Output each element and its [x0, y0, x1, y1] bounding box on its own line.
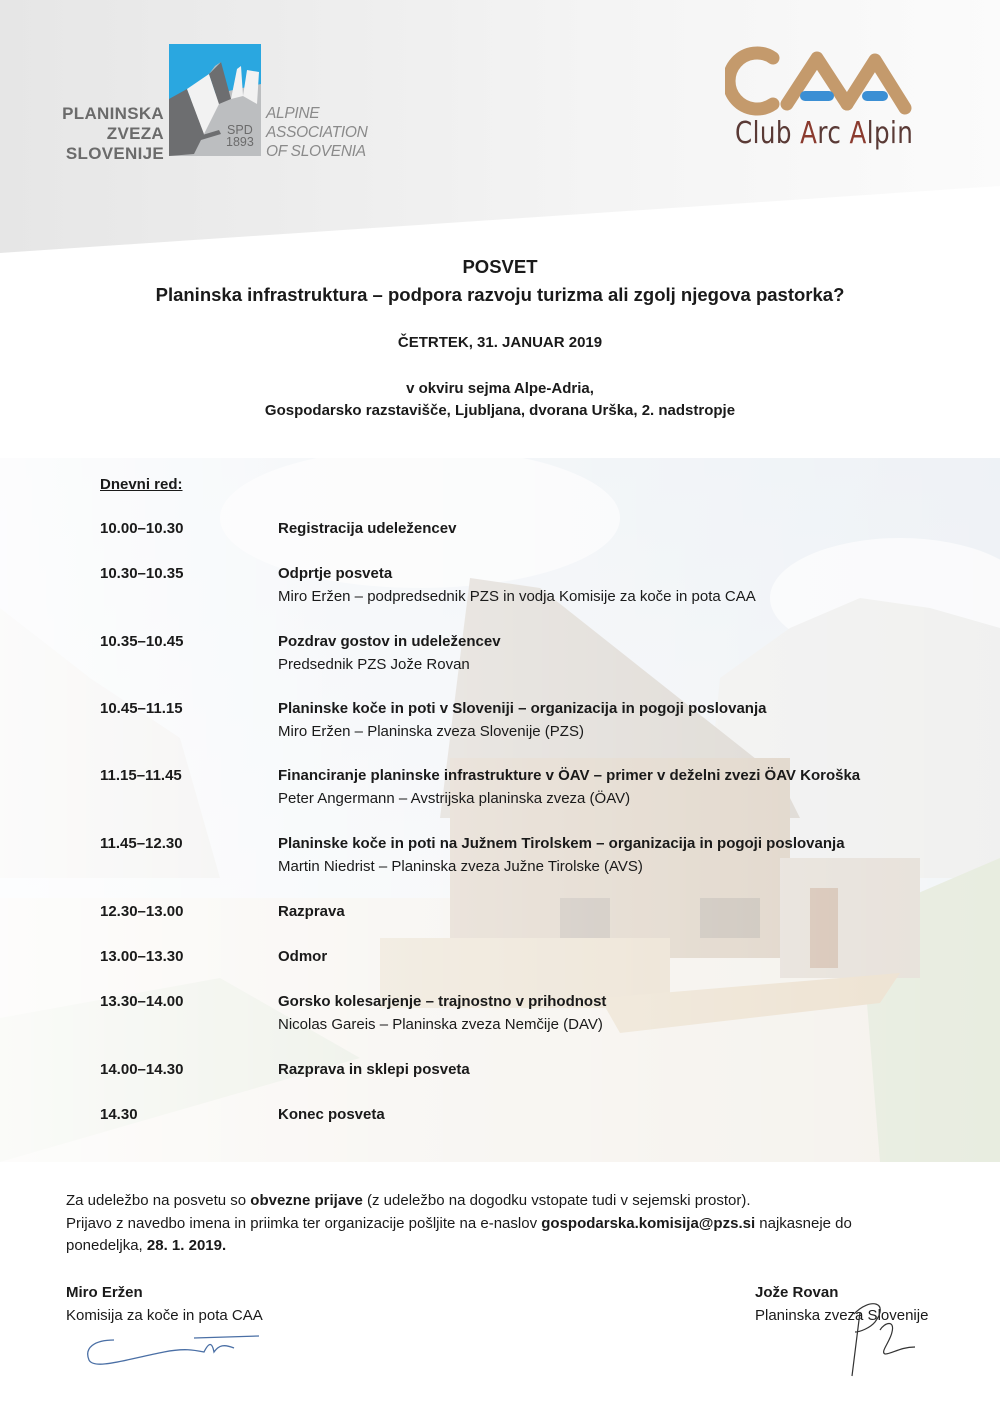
- caa-name-part: A: [800, 116, 818, 151]
- agenda-speaker: Martin Niedrist – Planinska zveza Južne Tirolske (AVS): [278, 857, 643, 875]
- caa-logo-name: [735, 116, 913, 151]
- mandatory-registration: obvezne prijave: [250, 1192, 363, 1209]
- signatory-name: Jože Rovan: [755, 1284, 839, 1301]
- text: (z udeležbo na dogodku vstopate tudi v sejemski prostor).: [362, 1192, 751, 1209]
- agenda-title: Razprava: [278, 903, 345, 920]
- event-location-line1: v okviru sejma Alpe-Adria,: [406, 380, 594, 397]
- caa-monogram-icon: [725, 46, 915, 116]
- pzs-spd-badge: [226, 124, 254, 148]
- agenda-time: 12.30–13.00: [100, 903, 184, 920]
- registration-line1: [66, 1190, 946, 1213]
- agenda-time: 11.45–12.30: [100, 835, 183, 852]
- agenda-title: Odprtje posveta: [278, 565, 393, 582]
- pzs-eng-line: OF SLOVENIA: [266, 143, 366, 160]
- registration-note: [66, 1190, 946, 1258]
- spd-text: SPD: [227, 123, 253, 137]
- event-location-line2: Gospodarsko razstavišče, Ljubljana, dvorana Urška, 2. nadstropje: [264, 402, 736, 419]
- agenda-speaker: Predsednik PZS Jože Rovan: [278, 655, 470, 673]
- agenda-time: 13.30–14.00: [100, 993, 184, 1010]
- pzs-eng-line: ALPINE: [266, 105, 320, 122]
- pzs-eng-line: ASSOCIATION: [266, 124, 368, 141]
- event-title: Planinska infrastruktura – podpora razvoju turizma ali zgolj njegova pastorka?: [155, 284, 845, 305]
- spd-year: 1893: [226, 135, 254, 149]
- signatory-name: Miro Eržen: [66, 1284, 143, 1301]
- agenda-title: Gorsko kolesarjenje – trajnostno v prihodnost: [278, 993, 607, 1010]
- agenda-time: 13.00–13.30: [100, 948, 184, 965]
- agenda-title: Odmor: [278, 948, 328, 965]
- agenda-time: 10.35–10.45: [100, 633, 184, 650]
- signatory-role: Komisija za koče in pota CAA: [66, 1306, 263, 1324]
- caa-logo: [725, 46, 925, 161]
- registration-line3: [66, 1235, 946, 1258]
- agenda-title: Razprava in sklepi posveta: [278, 1061, 470, 1078]
- agenda-title: Registracija udeležencev: [278, 520, 457, 537]
- event-type: POSVET: [462, 256, 538, 277]
- agenda-time: 10.00–10.30: [100, 520, 184, 537]
- caa-name-part: A: [849, 116, 867, 151]
- signature-block-left: [66, 1282, 263, 1327]
- agenda-time: 14.30: [100, 1106, 138, 1123]
- registration-deadline: 28. 1. 2019.: [146, 1237, 227, 1254]
- signatory-role: Planinska zveza Slovenije: [755, 1306, 929, 1324]
- caa-name-part: rc: [817, 116, 850, 151]
- agenda-title: Financiranje planinske infrastrukture v ÖAV – primer v deželni zvezi ÖAV Koroška: [278, 767, 861, 784]
- handwritten-signature-icon: [840, 1292, 920, 1378]
- agenda-speaker: Peter Angermann – Avstrijska planinska zveza (ÖAV): [278, 789, 631, 807]
- agenda-title: Planinske koče in poti v Sloveniji – organizacija in pogoji poslovanja: [278, 700, 767, 717]
- agenda-speaker: Miro Eržen – Planinska zveza Slovenije (PZS): [278, 722, 584, 740]
- agenda-time: 10.30–10.35: [100, 565, 184, 582]
- agenda-title: Planinske koče in poti na Južnem Tirolskem – organizacija in pogoji poslovanja: [278, 835, 845, 852]
- pzs-name-line: ZVEZA: [106, 124, 164, 143]
- text: ponedeljka,: [66, 1237, 147, 1254]
- agenda-speaker: Miro Eržen – podpredsednik PZS in vodja Komisije za koče in pota CAA: [278, 587, 756, 605]
- agenda-time: 11.15–11.45: [100, 767, 182, 784]
- text: Prijavo z navedbo imena in priimka ter organizacije pošljite na e-naslov: [66, 1214, 542, 1232]
- pzs-name-line: PLANINSKA: [62, 104, 164, 123]
- pzs-logo-english: [266, 104, 367, 161]
- pzs-logo: [60, 44, 370, 164]
- agenda-time: 10.45–11.15: [100, 700, 183, 717]
- caa-name-part: lpin: [866, 116, 914, 151]
- agenda-heading: Dnevni red:: [100, 476, 183, 493]
- agenda-title: Konec posveta: [278, 1106, 385, 1123]
- event-date: ČETRTEK, 31. JANUAR 2019: [397, 334, 603, 351]
- text: najkasneje do: [755, 1214, 852, 1232]
- handwritten-signature-icon: [84, 1330, 264, 1375]
- registration-line2: [66, 1213, 946, 1236]
- registration-email-link[interactable]: gospodarska.komisija@pzs.si: [541, 1214, 756, 1232]
- agenda-speaker: Nicolas Gareis – Planinska zveza Nemčije (DAV): [278, 1015, 603, 1033]
- pzs-name-line: SLOVENIJE: [65, 144, 164, 163]
- pzs-logo-name: [62, 104, 164, 164]
- agenda-time: 14.00–14.30: [100, 1061, 184, 1078]
- caa-name-part: Club: [735, 116, 801, 151]
- text: Za udeležbo na posvetu so: [66, 1192, 251, 1209]
- agenda-title: Pozdrav gostov in udeležencev: [278, 633, 501, 650]
